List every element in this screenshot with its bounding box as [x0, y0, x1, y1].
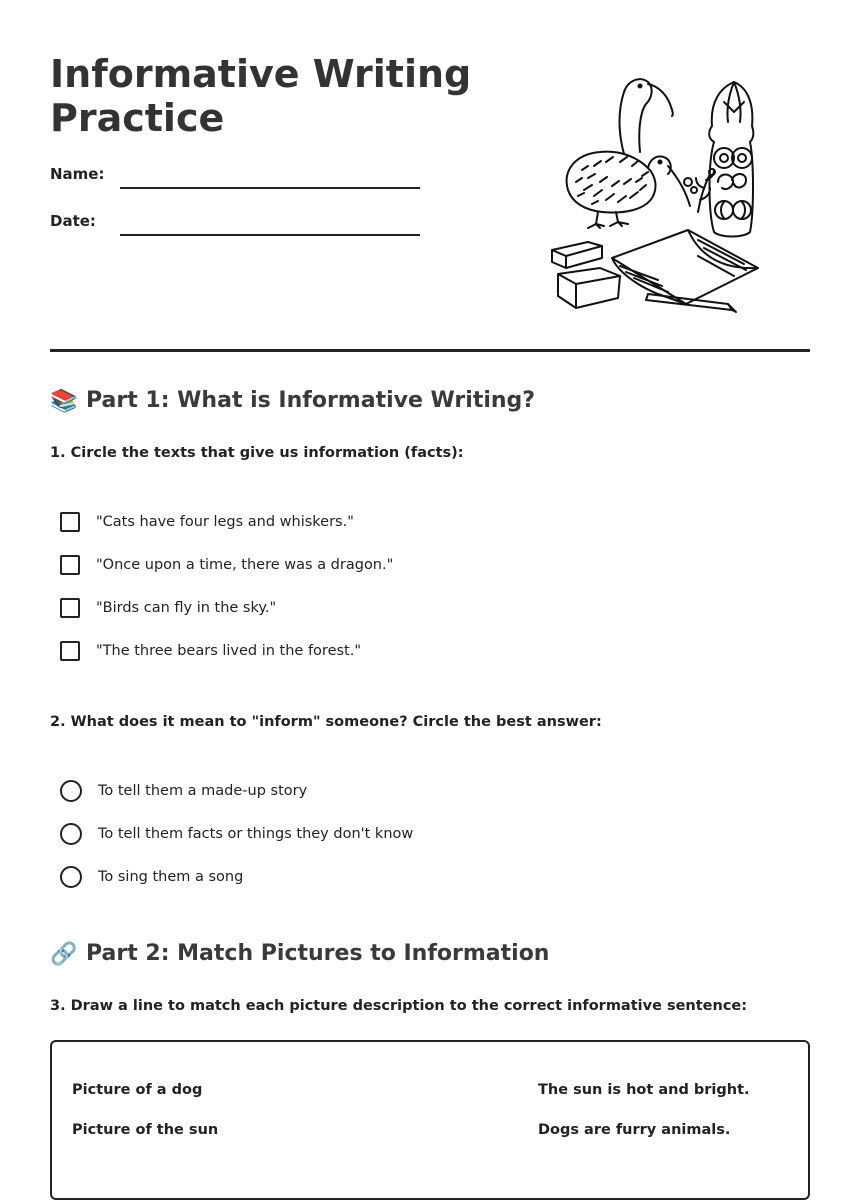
radio-circle[interactable]: [60, 823, 82, 845]
checkbox[interactable]: [60, 512, 80, 532]
worksheet-title: [50, 52, 490, 140]
part-1-heading: [50, 388, 535, 414]
q1-option-text: "Once upon a time, there was a dragon.": [96, 557, 394, 573]
title-line-1: Informative Writing: [50, 52, 472, 96]
title-line-2: Practice: [50, 96, 225, 140]
q1-option-2[interactable]: [60, 553, 393, 577]
question-2: 2. What does it mean to "inform" someone? Circle the best answer:: [50, 714, 602, 730]
date-label: Date:: [50, 212, 96, 230]
part-2-heading-text: Part 2: Match Pictures to Information: [86, 941, 550, 966]
date-line[interactable]: [120, 234, 420, 236]
kiwi-bird-books-carving-illustration: [548, 62, 780, 316]
checkbox[interactable]: [60, 555, 80, 575]
q2-option-1[interactable]: [60, 779, 307, 803]
part-1-heading-text: Part 1: What is Informative Writing?: [86, 388, 536, 413]
radio-circle[interactable]: [60, 780, 82, 802]
q2-option-2[interactable]: [60, 822, 413, 846]
match-left-item[interactable]: Picture of a dog: [72, 1082, 203, 1098]
question-1: 1. Circle the texts that give us information (facts):: [50, 445, 464, 461]
part-2-heading: [50, 941, 549, 967]
books-icon: 📚: [50, 388, 78, 414]
header-divider: [50, 349, 810, 352]
q2-option-3[interactable]: [60, 865, 243, 889]
q1-option-text: "Birds can fly in the sky.": [96, 600, 277, 616]
worksheet-page: [50, 0, 810, 1161]
matching-box: [50, 1040, 810, 1200]
q2-option-text: To sing them a song: [98, 869, 244, 885]
match-left-item[interactable]: Picture of the sun: [72, 1122, 219, 1138]
q1-option-3[interactable]: [60, 596, 276, 620]
name-line[interactable]: [120, 187, 420, 189]
link-icon: 🔗: [50, 941, 78, 967]
question-3: 3. Draw a line to match each picture description to the correct informative sentence:: [50, 998, 748, 1014]
q1-option-4[interactable]: [60, 639, 361, 663]
q1-option-1[interactable]: [60, 510, 354, 534]
match-right-item[interactable]: The sun is hot and bright.: [538, 1082, 750, 1098]
checkbox[interactable]: [60, 598, 80, 618]
checkbox[interactable]: [60, 641, 80, 661]
match-right-item[interactable]: Dogs are furry animals.: [538, 1122, 731, 1138]
q2-option-text: To tell them a made-up story: [98, 783, 308, 799]
radio-circle[interactable]: [60, 866, 82, 888]
q1-option-text: "The three bears lived in the forest.": [96, 643, 362, 659]
q1-option-text: "Cats have four legs and whiskers.": [96, 514, 354, 530]
q2-option-text: To tell them facts or things they don't know: [98, 826, 414, 842]
name-label: Name:: [50, 165, 105, 183]
